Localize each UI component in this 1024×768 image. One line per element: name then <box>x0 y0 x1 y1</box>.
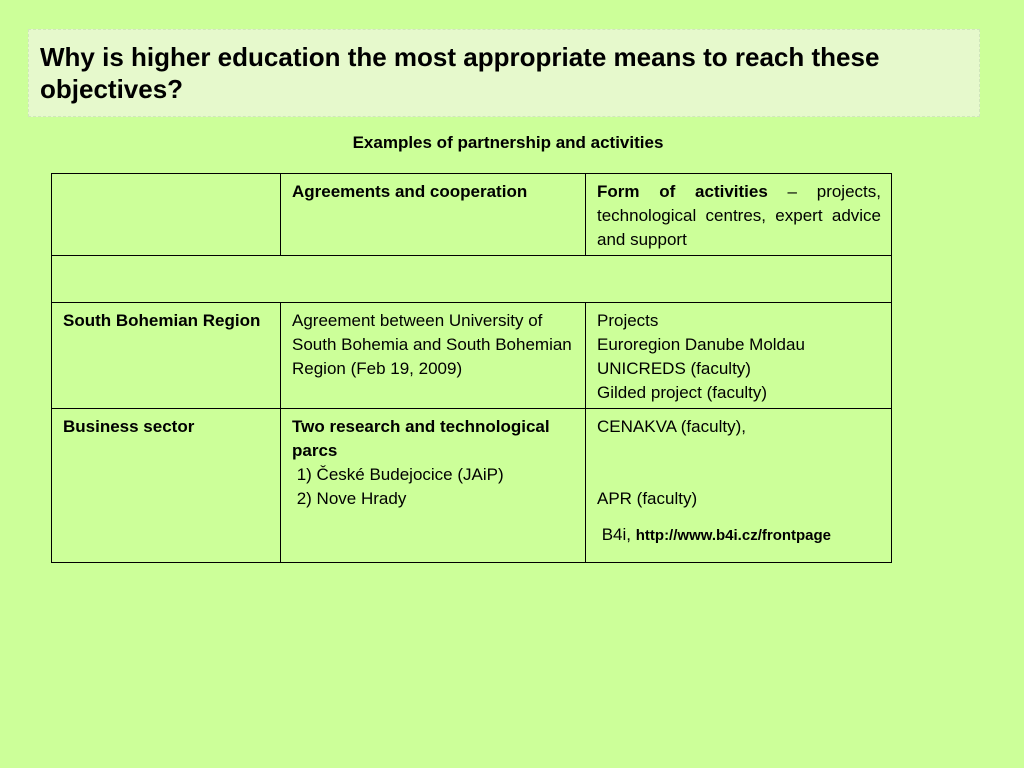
activity-item: Gilded project (faculty) <box>597 383 768 402</box>
row-agreement-south-bohemian-region: Agreement between University of South Bohemia and South Bohemian Region (Feb 19, 2009) <box>281 303 586 409</box>
header-cell-activities <box>586 174 892 256</box>
table-header-row <box>52 174 892 256</box>
row-label-south-bohemian-region: South Bohemian Region <box>52 303 281 409</box>
activity-item-b4i <box>597 523 881 548</box>
b4i-label: B4i, <box>597 525 636 544</box>
activity-item: Projects <box>597 311 659 330</box>
b4i-link[interactable]: http://www.b4i.cz/frontpage <box>635 527 832 544</box>
title-box <box>28 29 980 117</box>
spacer <box>597 463 881 487</box>
table-blank-row <box>52 256 892 303</box>
row-agreement-business-sector <box>281 409 586 563</box>
research-parc-item: 1) České Budejocice (JAiP) <box>292 465 504 484</box>
slide-subtitle: Examples of partnership and activities <box>352 133 664 152</box>
blank-cell <box>52 256 892 303</box>
activity-item: UNICREDS (faculty) <box>597 359 751 378</box>
row-activities-business-sector <box>586 409 892 563</box>
table-row <box>52 303 892 409</box>
table-row <box>52 409 892 563</box>
slide-title: Why is higher education the most appropriate means to reach these objectives? <box>40 42 880 104</box>
row-label-business-sector: Business sector <box>52 409 281 563</box>
research-parcs-title: Two research and technological parcs <box>292 417 550 460</box>
header-cell-empty <box>52 174 281 256</box>
header-activities-bold: Form of activities <box>597 182 768 201</box>
spacer <box>597 439 881 463</box>
spacer <box>597 511 881 523</box>
partnership-table <box>51 173 892 563</box>
header-cell-agreements: Agreements and cooperation <box>281 174 586 256</box>
activity-item: CENAKVA (faculty), <box>597 417 746 436</box>
activity-item: Euroregion Danube Moldau <box>597 335 805 354</box>
header-activities-rest: – projects, technological centres, expert advice and support <box>597 182 881 249</box>
row-activities-south-bohemian-region <box>586 303 892 409</box>
activity-item: APR (faculty) <box>597 489 698 508</box>
research-parc-item: 2) Nove Hrady <box>292 489 407 508</box>
